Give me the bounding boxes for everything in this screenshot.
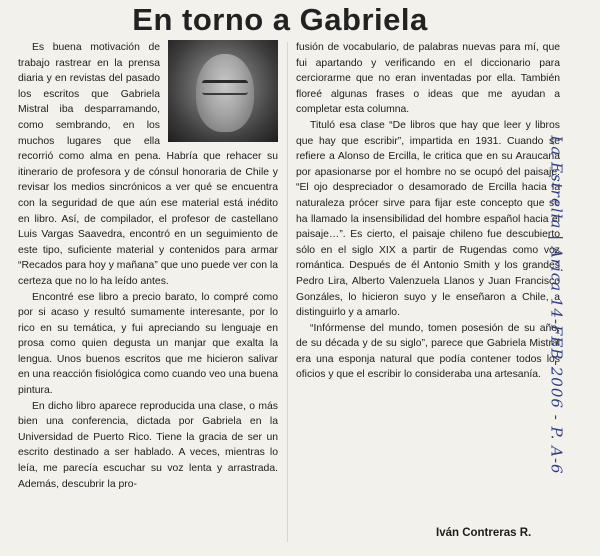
paragraph-book: Encontré ese libro a precio barato, lo compré como por si acaso y resultó sumamente interesante, por lo rico en su temática, y fui apreciando su lenguaje en prosa como quien degusta un manjar que exalta la lengua. Unos buenos escritos que me hicieron salivar en una reacción fisiológica como cuando veo una buena pintura. (18, 291, 278, 397)
author-photo (168, 40, 278, 142)
handwritten-annotation (540, 70, 574, 540)
column-divider (287, 42, 288, 542)
article-column-right (296, 40, 560, 383)
article-column-left (18, 40, 278, 492)
handwritten-annotation-text: La Estrella | Arica 14-FEB-2006 - P. A-6 (548, 135, 567, 475)
paragraph-quote: “Infórmense del mundo, tomen posesión de su año, de su década y de su siglo”, parece que Gabriela Mistral era una esponja natural que podía contener todos los oficios y que el escribir lo consideraba una artesanía. (296, 322, 560, 381)
article-title: En torno a Gabriela (132, 2, 428, 37)
author-signature: Iván Contreras R. (436, 527, 532, 539)
paragraph-landscape: Tituló esa clase “De libros que hay que leer y libros que hay que escribir”, impartida en 1931. Cuando se refiere a Alonso de Ercilla, le critica que en su Araucana por apasionarse por el hombre no se ocupó del paisaje: “El ojo despreciador o desamorado de Ercilla hacia la naturaleza prócer sirve para fijar este concepto que se ha llamado la insensibilidad del hombre español hacia el paisaje…”. Es cierto, el paisaje chileno fue descubierto sólo en el siglo XIX a partir de Rugendas como voz romántica. Después de él Antonio Smith y los grandes Pedro Lira, Alberto Valenzuela Llanos y Juan Francisco Gonzáles, lo hicieron suyo y le enseñaron a Chile, a distinguirlo y a amarlo. (296, 119, 560, 319)
paragraph-lead: Es buena motivación de trabajo rastrear en la prensa diaria y en revistas del pasado los escritos que Gabriela Mistral iba desparramando, como sembrando, en los muchos lugares que ella recorrió como alma en pena. Habría que rehacer su itinerario de profesora y de cónsul honoraria de Chile y revisar los medios sincrónicos a ver qué se encuentra con la seguridad de que aún ese material está inédito en libro. Así, de compilador, el profesor de castellano Luis Vargas Saavedra, encontró en un seguimiento de este tipo, suficiente material y contenidos para armar “Recados para hoy y mañana” que uno puede ver con la certeza que no lo ha leído antes. (18, 42, 278, 287)
author-photo-glasses (202, 80, 248, 95)
paragraph-conference: En dicho libro aparece reproducida una clase, o más bien una conferencia, dictada por Gabriela en la Universidad de Puerto Rico. Tiene la gracia de ser un escrito destinado a ser hablado. A veces, mientras lo leía, me parecía escuchar su voz lenta y arrastrada. Además, descubrir la pro- (18, 400, 278, 490)
paragraph-vocabulary: fusión de vocabulario, de palabras nuevas para mí, que fui apartando y verificando en el diccionario para cerciorarme que no eran inventadas por ella. También floreé algunas frases o ideas que me ayudan a completar esta columna. (296, 42, 560, 116)
